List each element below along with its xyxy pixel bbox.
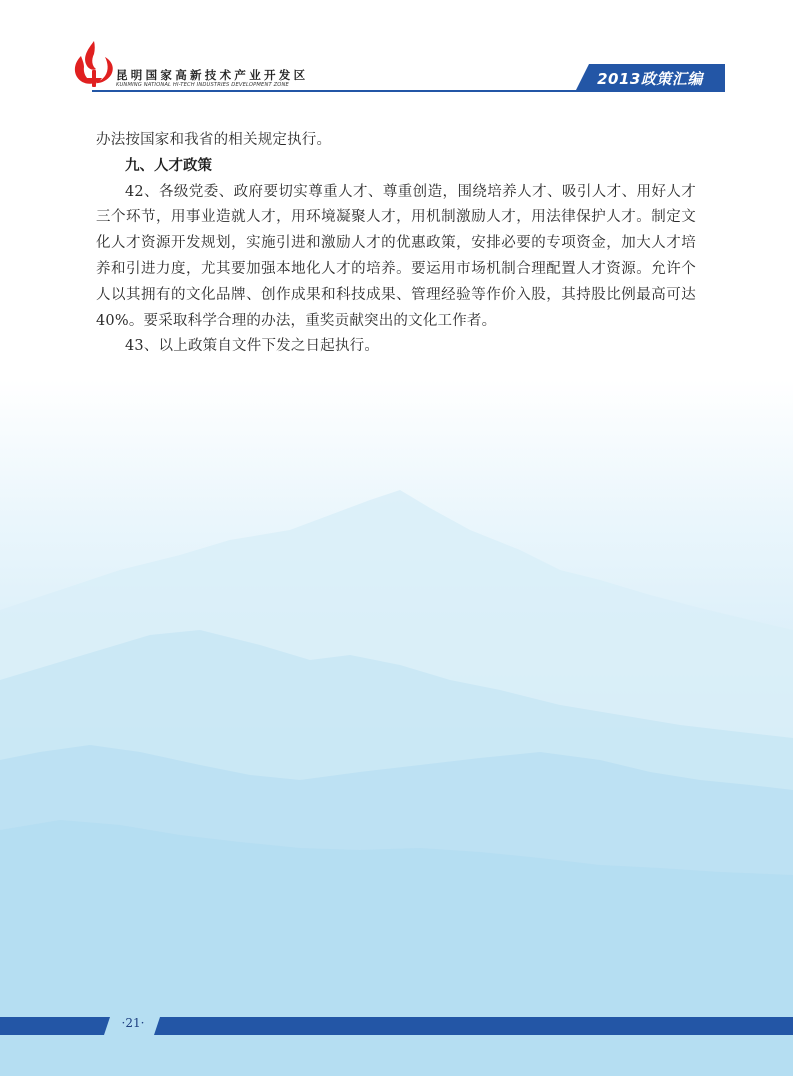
body-paragraph: 办法按国家和我省的相关规定执行。 — [96, 132, 332, 148]
torch-logo-icon — [72, 40, 116, 88]
organization-name-english: KUNMING NATIONAL HI-TECH INDUSTRIES DEVELOPMENT ZONE — [116, 82, 289, 88]
mountain-landscape-background — [0, 380, 793, 1076]
body-paragraph: 43、以上政策自文件下发之日起执行。 — [125, 338, 380, 355]
body-content — [96, 128, 696, 360]
page-footer — [0, 1012, 793, 1042]
body-paragraph: 42、各级党委、政府要切实尊重人才、尊重创造，围绕培养人才、吸引人才、用好人才三个环节，用事业造就人才，用环境凝聚人才，用机制激励人才，用法律保护人才。制定文化人才资源开发规划，实施引进和激励人才的优惠政策，安排必要的专项资金，加大人才培养和引进力度，尤其要加强本地化人才的培养。要运用市场机制合理配置人才资源。允许个人以其拥有的文化品牌、创作成果和科技成果、管理经验等作价入股，其持股比例最高可达40%。要采取科学合理的办法，重奖贡献突出的文化工作者。 — [96, 183, 696, 329]
page-number: ·21· — [121, 1016, 145, 1030]
publication-title: 2013政策汇编 — [597, 70, 703, 88]
page-header — [0, 0, 793, 110]
organization-name: 昆明国家高新技术产业开发区 — [116, 68, 309, 82]
section-heading: 九、人才政策 — [125, 157, 212, 174]
